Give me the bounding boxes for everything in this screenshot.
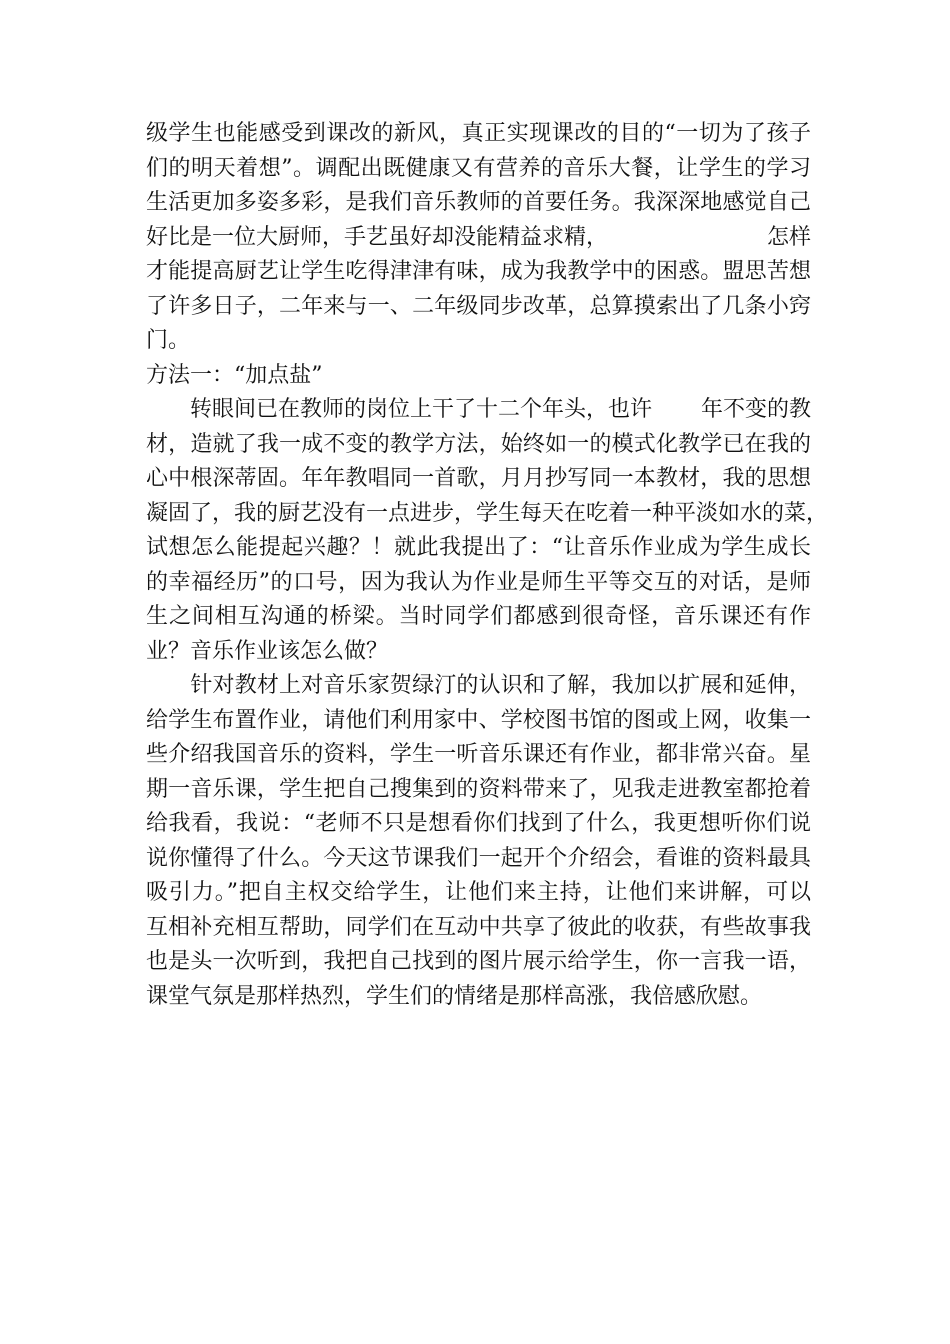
- text-line: 心中根深蒂固。年年教唱同一首歌，月月抄写同一本教材，我的思想: [146, 466, 811, 491]
- text-line: 的幸福经历”的口号，因为我认为作业是师生平等交互的对话，是师: [146, 569, 811, 595]
- text-line: 们的明天着想”。调配出既健康又有营养的音乐大餐，让学生的学习: [146, 155, 811, 181]
- text-line-left: 转眼间已在教师的岗位上干了十二个年头，也许: [146, 397, 653, 422]
- text-line: 吸引力。”把自主权交给学生，让他们来主持，让他们来讲解，可以: [146, 880, 811, 905]
- text-line: 门。: [146, 328, 191, 353]
- section-heading: 方法一：“加点盐”: [146, 362, 323, 388]
- text-line: 级学生也能感受到课改的新风，真正实现课改的目的“一切为了孩子: [146, 121, 811, 146]
- text-line: 些介绍我国音乐的资料，学生一听音乐课还有作业，都非常兴奋。星: [146, 742, 811, 767]
- text-line: 说你懂得了什么。今天这节课我们一起开个介绍会，看谁的资料最具: [146, 845, 811, 871]
- text-line: 生活更加多姿多彩，是我们音乐教师的首要任务。我深深地感觉自己: [146, 190, 811, 215]
- body-text: [146, 117, 829, 1014]
- text-line: 也是头一次听到，我把自己找到的图片展示给学生，你一言我一语，: [146, 949, 811, 974]
- text-line-right: 年不变的教: [700, 397, 811, 422]
- text-line: 互相补充相互帮助，同学们在互动中共享了彼此的收获，有些故事我: [146, 914, 811, 940]
- text-line: [146, 221, 811, 256]
- text-line: [146, 393, 811, 428]
- text-line: 凝固了，我的厨艺没有一点进步，学生每天在吃着一种平淡如水的菜，: [146, 500, 829, 526]
- text-line: 针对教材上对音乐家贺绿汀的认识和了解，我加以扩展和延伸，: [146, 673, 811, 698]
- text-line: 给我看，我说：“老师不只是想看你们找到了什么，我更想听你们说: [146, 811, 811, 836]
- text-line: 才能提高厨艺让学生吃得津津有味，成为我教学中的困惑。盟思苦想: [146, 259, 811, 284]
- text-line: 业？音乐作业该怎么做？: [146, 638, 389, 664]
- text-line: 课堂气氛是那样热烈，学生们的情绪是那样高涨，我倍感欣慰。: [146, 983, 763, 1009]
- text-line: 试想怎么能提起兴趣？！就此我提出了：“让音乐作业成为学生成长: [146, 535, 811, 560]
- text-line: 给学生布置作业，请他们利用家中、学校图书馆的图或上网，收集一: [146, 707, 811, 733]
- text-line-right: 怎样: [766, 224, 811, 250]
- text-line-left: 好比是一位大厨师，手艺虽好却没能精益求精，: [146, 224, 609, 250]
- text-line: 生之间相互沟通的桥梁。当时同学们都感到很奇怪，音乐课还有作: [146, 604, 811, 629]
- text-line: 了许多日子，二年来与一、二年级同步改革，总算摸索出了几条小窍: [146, 293, 811, 319]
- text-line: 期一音乐课，学生把自己搜集到的资料带来了，见我走进教室都抢着: [146, 776, 811, 802]
- text-line: 材，造就了我一成不变的教学方法，始终如一的模式化教学已在我的: [146, 431, 811, 457]
